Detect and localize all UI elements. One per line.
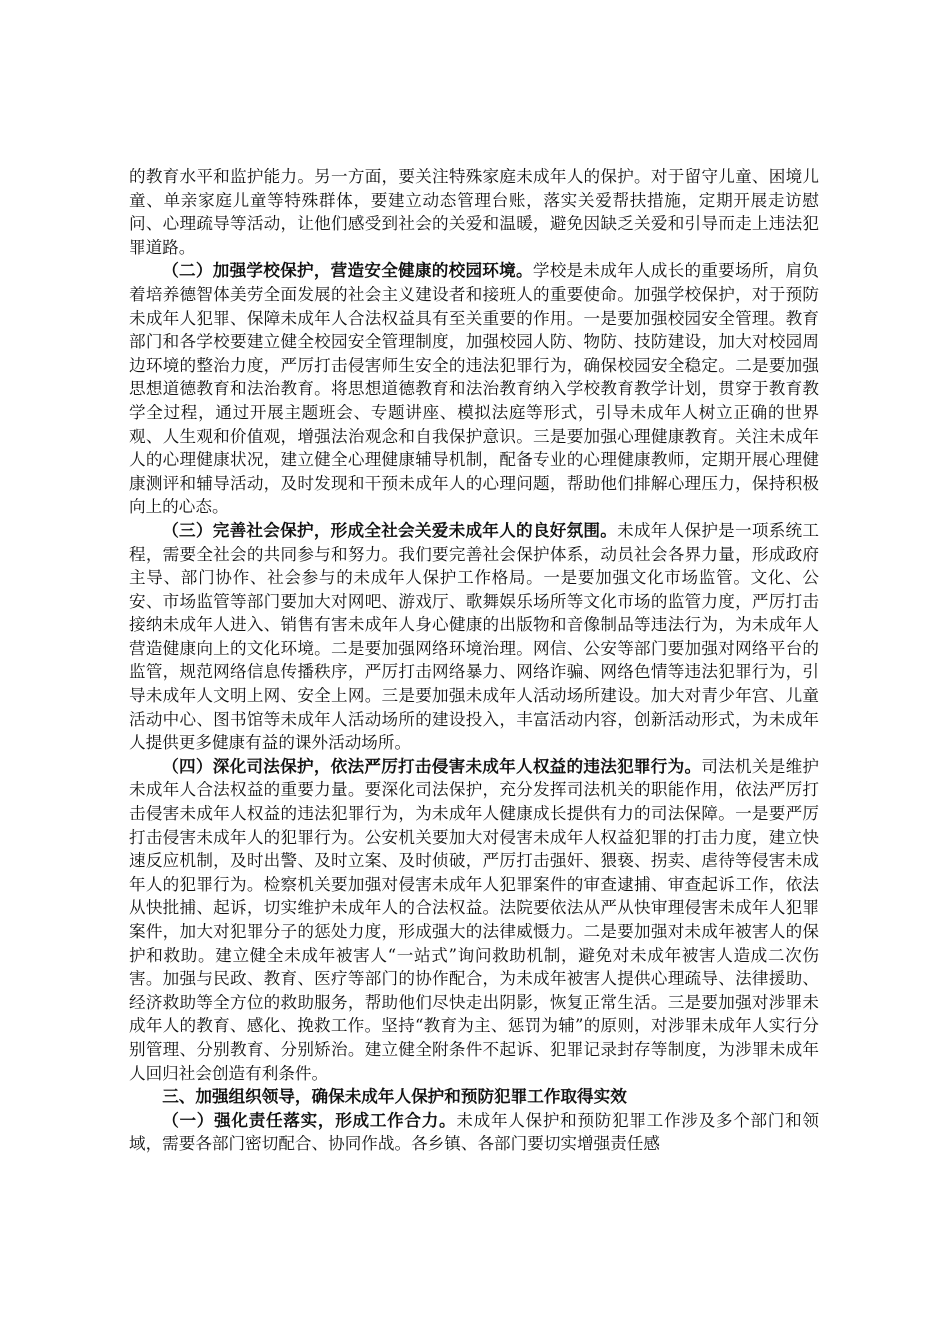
paragraph-responsibility <box>129 1109 819 1156</box>
paragraph-body: 未成年人保护是一项系统工程，需要全社会的共同参与和努力。我们要完善社会保护体系，动员社会各界力量，形成政府主导、部门协作、社会参与的未成年人保护工作格局。一是要加强文化市场监管。文化、公安、市场监管等部门要加大对网吧、游戏厅、歌舞娱乐场所等文化市场的监管力度，严厉打击接纳未成年人进入、销售有害未成年人身心健康的出版物和音像制品等违法行为，为未成年人营造健康向上的文化环境。二是要加强网络环境治理。网信、公安等部门要加强对网络平台的监管，规范网络信息传播秩序，严厉打击网络暴力、网络诈骗、网络色情等违法犯罪行为，引导未成年人文明上网、安全上网。三是要加强未成年人活动场所建设。加大对青少年宫、儿童活动中心、图书馆等未成年人活动场所的建设投入，丰富活动内容，创新活动形式，为未成年人提供更多健康有益的课外活动场所。 <box>129 520 819 753</box>
section-heading: 三、加强组织领导，确保未成年人保护和预防犯罪工作取得实效 <box>162 1086 627 1107</box>
paragraph-body: 司法机关是维护未成年人合法权益的重要力量。要深化司法保护，充分发挥司法机关的职能作用，依法严厉打击侵害未成年人权益的违法犯罪行为，为未成年人健康成长提供有力的司法保障。一是要严厉打击侵害未成年人的犯罪行为。公安机关要加大对侵害未成年人权益犯罪的打击力度，建立快速反应机制，及时出警、及时立案、及时侦破，严厉打击强奸、猥亵、拐卖、虐待等侵害未成年人的犯罪行为。检察机关要加强对侵害未成年人犯罪案件的审查逮捕、审查起诉工作，依法从快批捕、起诉，切实维护未成年人的合法权益。法院要依法从严从快审理侵害未成年人犯罪案件，加大对犯罪分子的惩处力度，形成强大的法律威慑力。二是要加强对未成年被害人的保护和救助。建立健全未成年被害人“一站式”询问救助机制，避免对未成年被害人造成二次伤害。加强与民政、教育、医疗等部门的协作配合，为未成年被害人提供心理疏导、法律援助、经济救助等全方位的救助服务，帮助他们尽快走出阴影，恢复正常生活。三是要加强对涉罪未成年人的教育、感化、挽救工作。坚持“教育为主、惩罚为辅”的原则，对涉罪未成年人实行分别管理、分别教育、分别矫治。建立健全附条件不起诉、犯罪记录封存等制度，为涉罪未成年人回归社会创造有利条件。 <box>129 756 820 1083</box>
paragraph-lead-heading: （二）加强学校保护，营造安全健康的校园环境。 <box>162 260 533 281</box>
paragraph-lead-heading: （四）深化司法保护，依法严厉打击侵害未成年人权益的违法犯罪行为。 <box>162 755 702 776</box>
paragraph-family-protection-continued <box>129 165 819 259</box>
document-body <box>129 165 819 1156</box>
paragraph-social-protection <box>129 519 819 755</box>
paragraph-body: 未成年人保护和预防犯罪工作涉及多个部门和领域，需要各部门密切配合、协同作战。各乡镇、各部门要切实增强责任感 <box>129 1110 820 1154</box>
paragraph-lead-heading: （一）强化责任落实，形成工作合力。 <box>162 1109 457 1130</box>
paragraph-lead-heading: （三）完善社会保护，形成全社会关爱未成年人的良好氛围。 <box>162 519 618 540</box>
paragraph-school-protection <box>129 259 819 519</box>
paragraph-judicial-protection <box>129 755 819 1085</box>
paragraph-body: 学校是未成年人成长的重要场所，肩负着培养德智体美劳全面发展的社会主义建设者和接班人的重要使命。加强学校保护，对于预防未成年人犯罪、保障未成年人合法权益具有至关重要的作用。一是要加强校园安全管理。教育部门和各学校要建立健全校园安全管理制度，加强校园人防、物防、技防建设，加大对校园周边环境的整治力度，严厉打击侵害师生安全的违法犯罪行为，确保校园安全稳定。二是要加强思想道德教育和法治教育。将思想道德教育和法治教育纳入学校教育教学计划，贯穿于教育教学全过程，通过开展主题班会、专题讲座、模拟法庭等形式，引导未成年人树立正确的世界观、人生观和价值观，增强法治观念和自我保护意识。三是要加强心理健康教育。关注未成年人的心理健康状况，建立健全心理健康辅导机制，配备专业的心理健康教师，定期开展心理健康测评和辅导活动，及时发现和干预未成年人的心理问题，帮助他们排解心理压力，保持积极向上的心态。 <box>129 261 820 517</box>
paragraph-body: 的教育水平和监护能力。另一方面，要关注特殊家庭未成年人的保护。对于留守儿童、困境儿童、单亲家庭儿童等特殊群体，要建立动态管理台账，落实关爱帮扶措施，定期开展走访慰问、心理疏导等活动，让他们感受到社会的关爱和温暖，避免因缺乏关爱和引导而走上违法犯罪道路。 <box>129 167 819 257</box>
